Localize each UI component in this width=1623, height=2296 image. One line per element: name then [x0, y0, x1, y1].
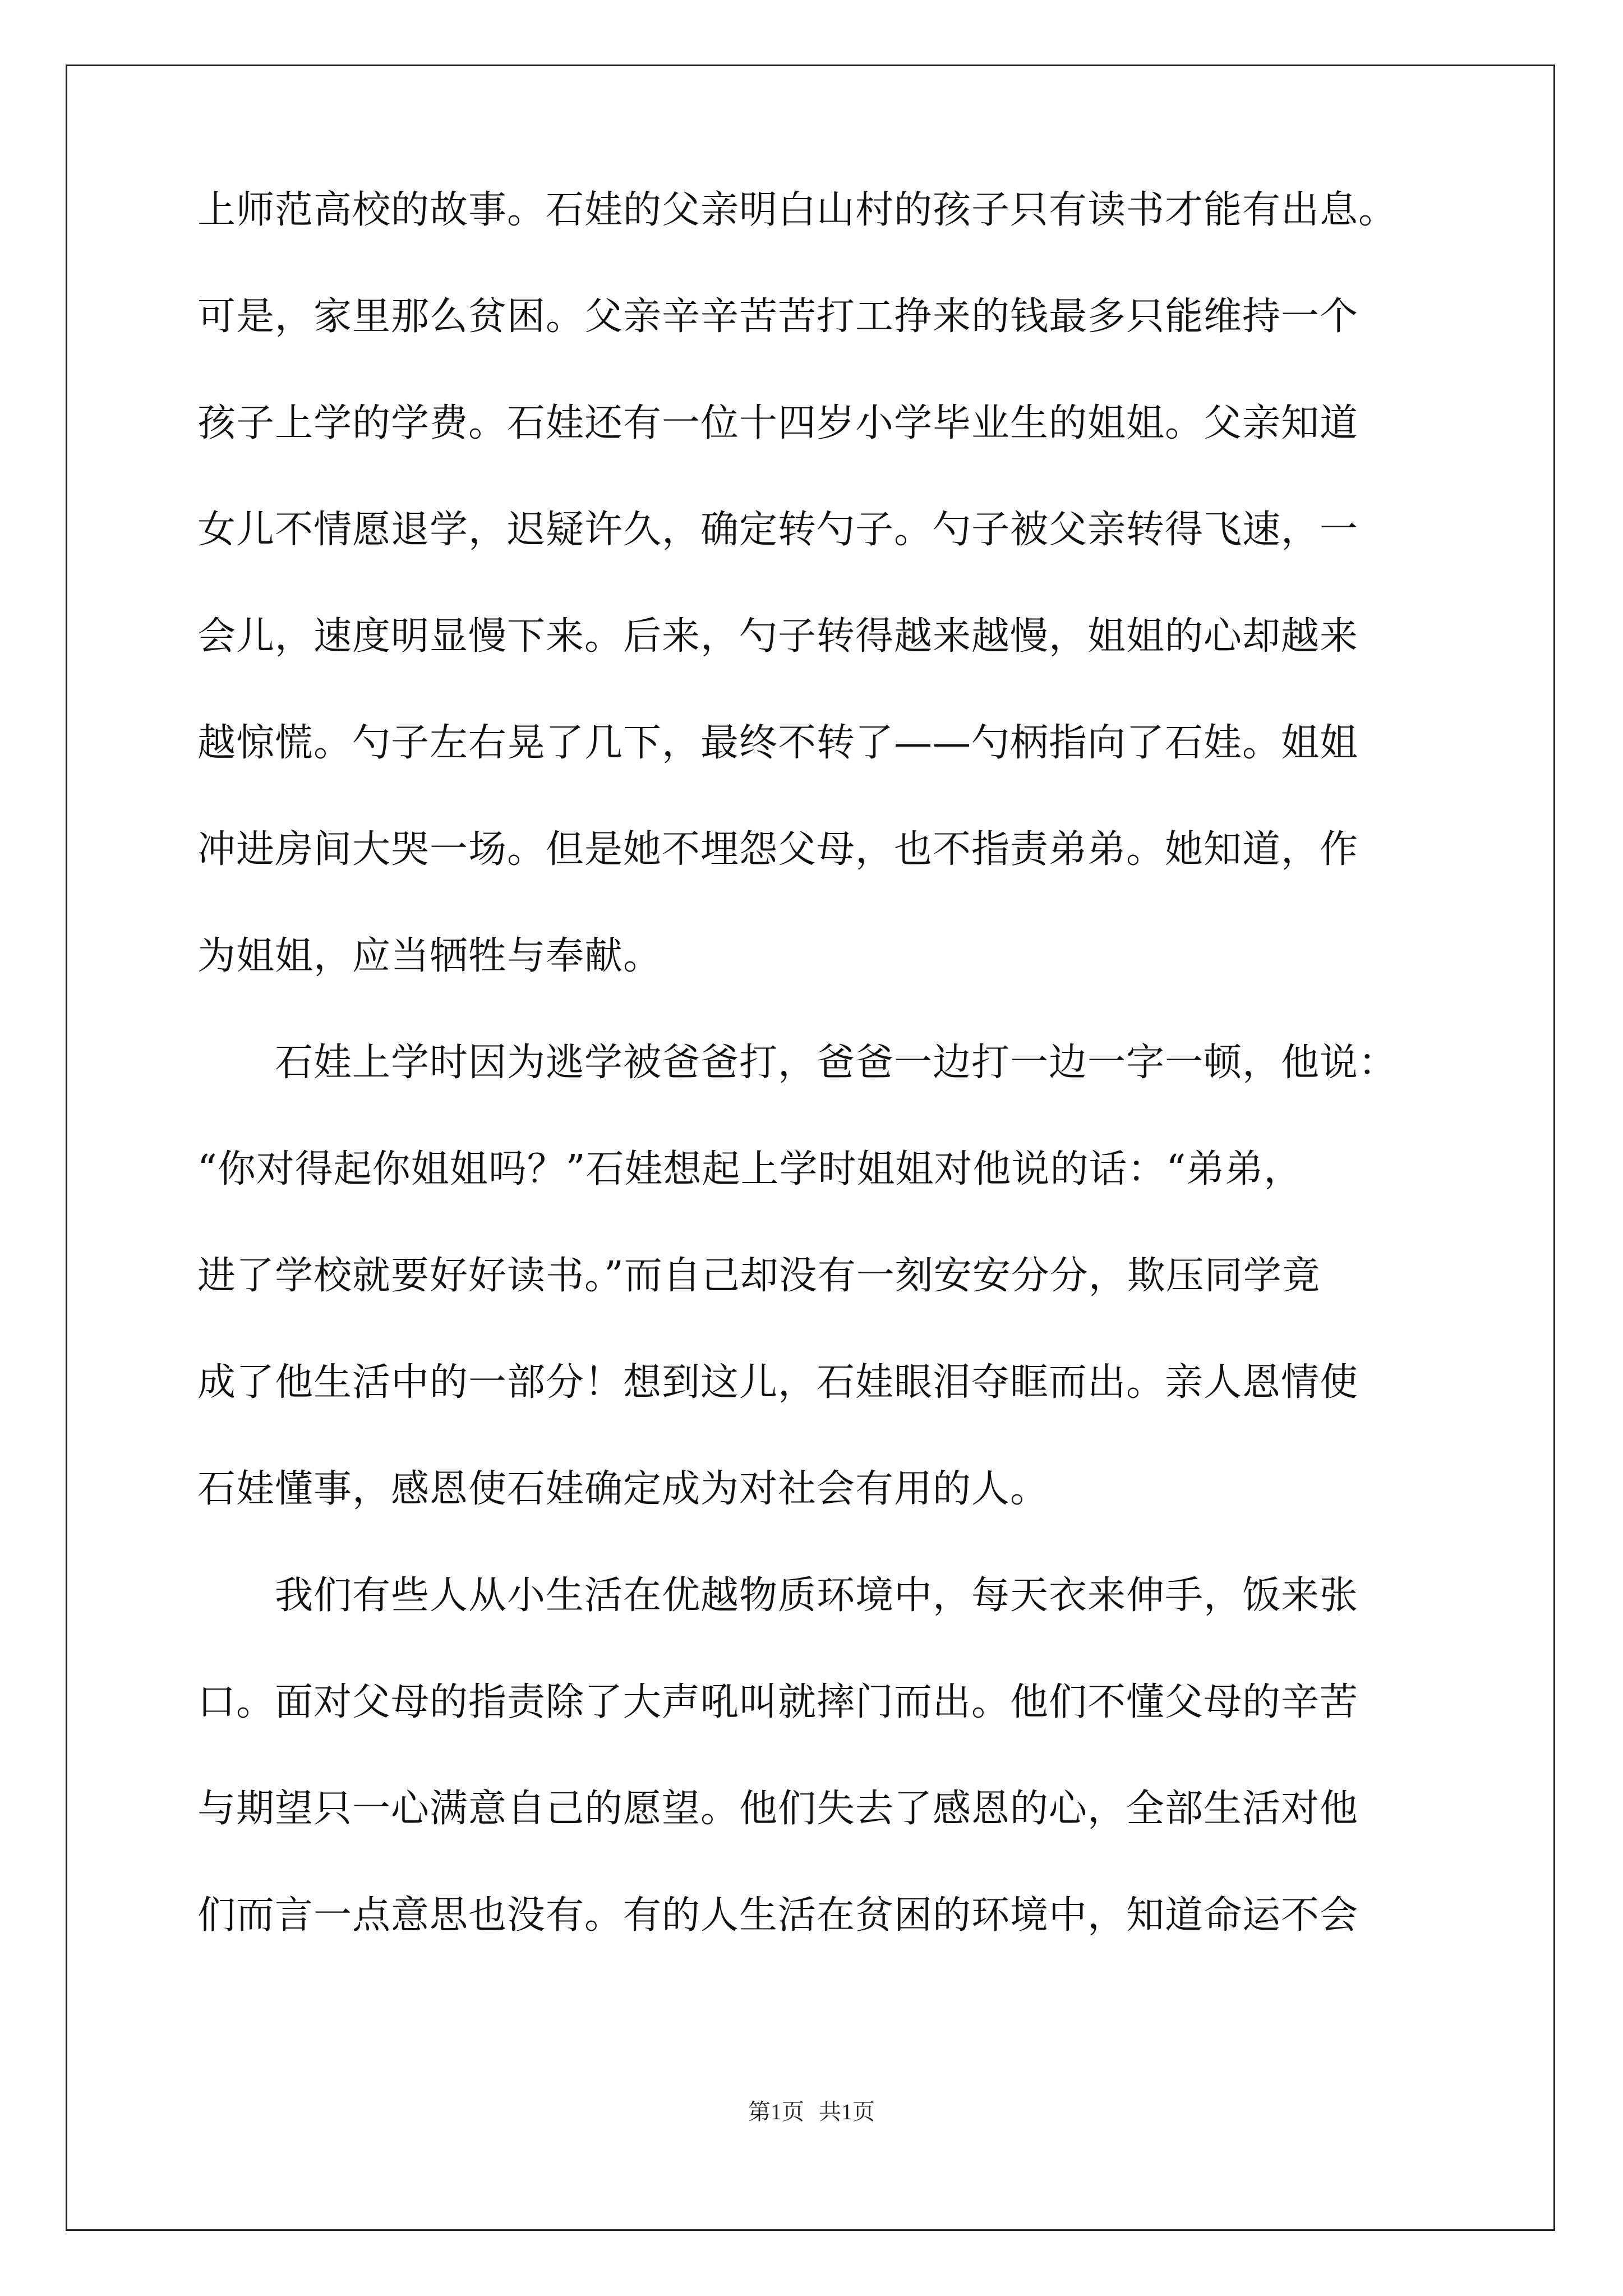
page-number: 第1页: [748, 2099, 804, 2124]
text-line: 石娃上学时因为逃学被爸爸打，爸爸一边打一边一字一顿，他说：: [197, 1041, 1398, 1085]
text-line: 为姐姐，应当牺牲与奉献。: [197, 934, 662, 978]
page-footer: [0, 2095, 1623, 2129]
text-line: 们而言一点意思也没有。有的人生活在贫困的环境中，知道命运不会: [197, 1893, 1359, 1938]
text-line: 石娃懂事，感恩使石娃确定成为对社会有用的人。: [197, 1467, 1049, 1511]
page-total: 共1页: [819, 2099, 875, 2124]
text-line: 越惊慌。勺子左右晃了几下，最终不转了——勺柄指向了石娃。姐姐: [197, 721, 1359, 765]
text-line: 进了学校就要好好读书。”而自己却没有一刻安安分分，欺压同学竟: [197, 1254, 1321, 1298]
text-line: 孩子上学的学费。石娃还有一位十四岁小学毕业生的姐姐。父亲知道: [197, 401, 1359, 445]
text-line: “你对得起你姐姐吗？”石娃想起上学时姐姐对他说的话：“弟弟，: [197, 1147, 1303, 1191]
text-line: 女儿不情愿退学，迟疑许久，确定转勺子。勺子被父亲转得飞速，一: [197, 508, 1359, 552]
text-line: 口。面对父母的指责除了大声吼叫就摔门而出。他们不懂父母的辛苦: [197, 1680, 1359, 1724]
text-line: 冲进房间大哭一场。但是她不埋怨父母，也不指责弟弟。她知道，作: [197, 827, 1359, 872]
text-line: 成了他生活中的一部分！想到这儿，石娃眼泪夺眶而出。亲人恩情使: [197, 1360, 1359, 1405]
text-line: 与期望只一心满意自己的愿望。他们失去了感恩的心，全部生活对他: [197, 1787, 1359, 1831]
text-line: 我们有些人从小生活在优越物质环境中，每天衣来伸手，饭来张: [197, 1573, 1359, 1618]
text-line: 可是，家里那么贫困。父亲辛辛苦苦打工挣来的钱最多只能维持一个: [197, 295, 1359, 339]
text-line: 会儿，速度明显慢下来。后来，勺子转得越来越慢，姐姐的心却越来: [197, 614, 1359, 659]
text-line: 上师范高校的故事。石娃的父亲明白山村的孩子只有读书才能有出息。: [197, 188, 1398, 232]
